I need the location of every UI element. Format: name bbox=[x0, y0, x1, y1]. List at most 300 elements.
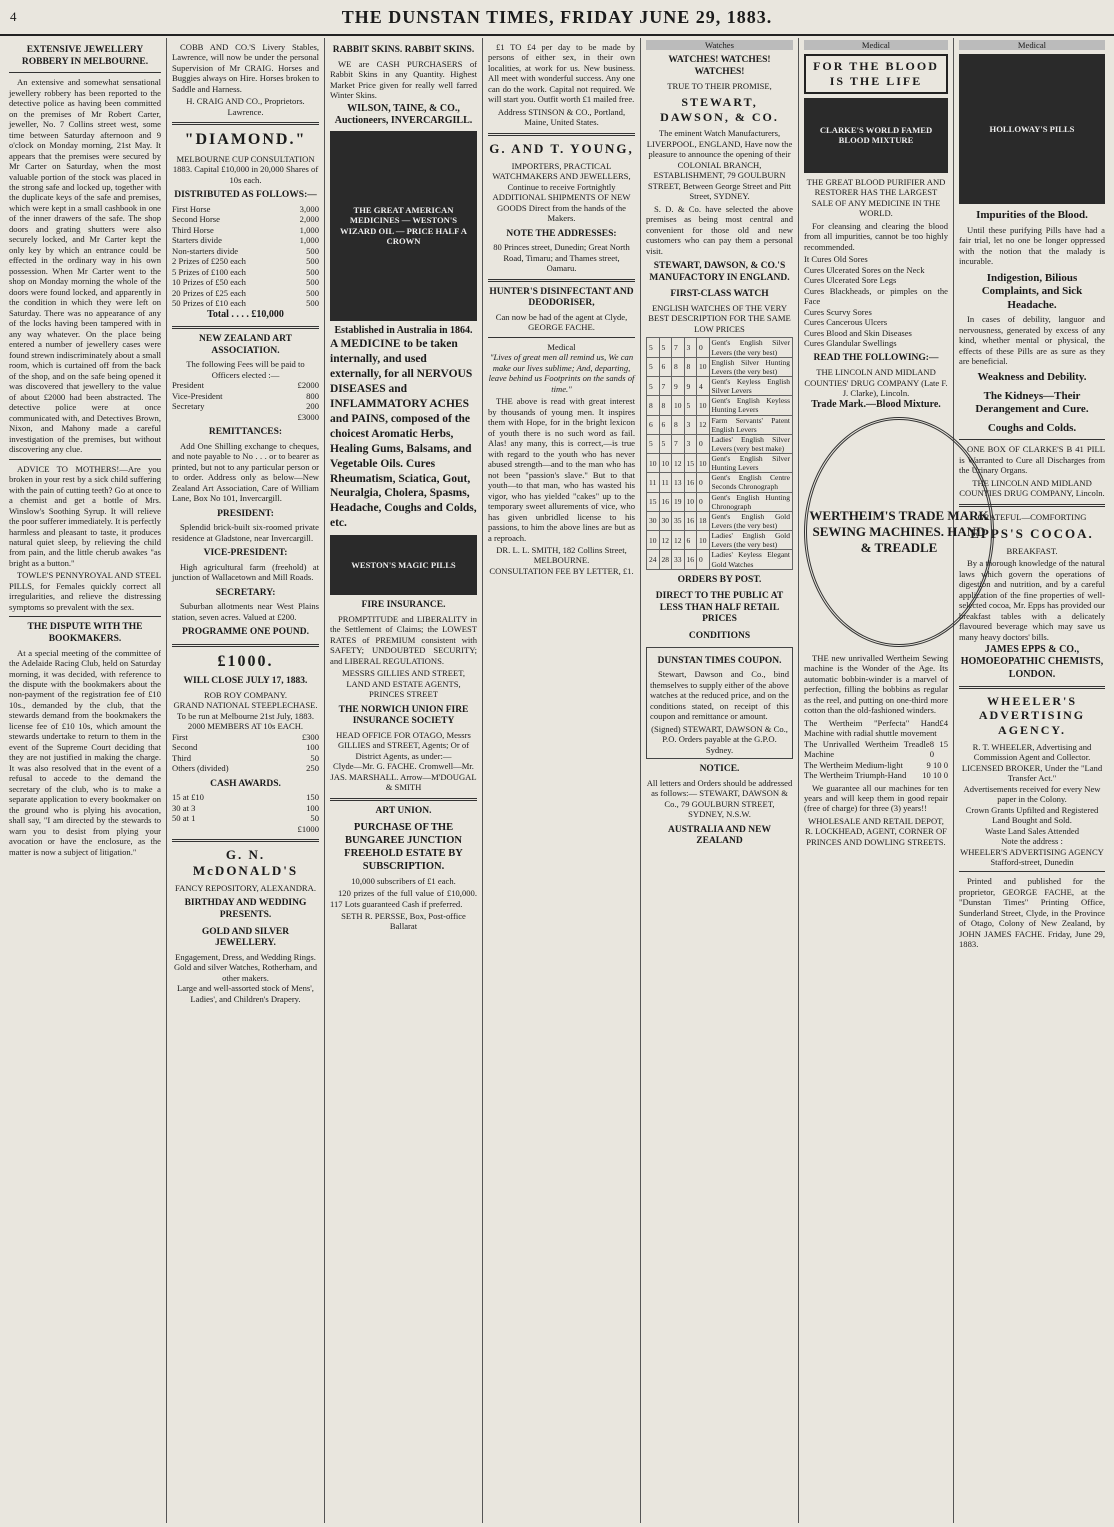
cure-item: Cures Blackheads, or pimples on the Face bbox=[804, 285, 948, 307]
weakness-heading: Weakness and Debility. bbox=[977, 371, 1087, 384]
westons-magic-pills-image: WESTON'S MAGIC PILLS bbox=[330, 535, 477, 595]
cure-item: Cures Glandular Swellings bbox=[804, 338, 897, 348]
medical-strip-2: Medical bbox=[959, 40, 1105, 50]
watch-cell: 8 bbox=[647, 396, 660, 415]
wertheim-row bbox=[804, 770, 948, 780]
watch-cell: 10 bbox=[672, 396, 685, 415]
wertheim-row-label: The Wertheim Triumph-Hand bbox=[804, 770, 907, 781]
watch-cell: 7 bbox=[659, 376, 672, 395]
headline-robbery: EXTENSIVE JEWELLERY ROBBERY IN MELBOURNE. bbox=[21, 45, 149, 67]
watch-cell: 8 bbox=[672, 415, 685, 434]
watch-cell: 10 bbox=[647, 531, 660, 550]
distribution-row-value: 500 bbox=[306, 245, 319, 256]
watch-cell: 5 bbox=[684, 396, 697, 415]
cash-row bbox=[172, 813, 319, 823]
wertheim-row bbox=[804, 760, 948, 770]
kidneys-heading: The Kidneys—Their Derangement and Cure. bbox=[975, 389, 1089, 416]
cobb-sign: H. CRAIG AND CO., Proprietors. Lawrence. bbox=[186, 96, 305, 117]
hunter-disinfectant: HUNTER'S DISINFECTANT AND DEODORISER, bbox=[489, 286, 634, 309]
watch-cell: 4 bbox=[697, 376, 710, 395]
holloway-pills-image: HOLLOWAY'S PILLS bbox=[959, 54, 1105, 204]
watch-cell: Gent's English Hunting Chronograph bbox=[709, 492, 793, 511]
advertisements: Advertisements received for every New paper in the Colony. bbox=[963, 783, 1101, 805]
birthday-presents: BIRTHDAY AND WEDDING PRESENTS. bbox=[184, 898, 307, 920]
lincoln-company: THE LINCOLN AND MIDLAND COUNTIES' DRUG COMPANY (Late F. J. Clarke), Lincoln. bbox=[804, 367, 948, 399]
note-address: Note the address : bbox=[1001, 836, 1063, 847]
watch-cell: 16 bbox=[684, 550, 697, 569]
medical-strip: Medical bbox=[804, 40, 948, 50]
watch-row bbox=[647, 531, 793, 550]
prize-row bbox=[172, 742, 319, 752]
wertheim-row-value: 10 10 0 bbox=[922, 770, 948, 781]
watch-cell: 9 bbox=[672, 376, 685, 395]
watch-cell: 12 bbox=[659, 531, 672, 550]
watch-cell: 3 bbox=[684, 434, 697, 453]
watch-cell: 24 bbox=[647, 550, 660, 569]
distribution-row-value: 1,000 bbox=[299, 224, 319, 235]
watch-cell: 33 bbox=[672, 550, 685, 569]
established: Established in Australia in 1864. bbox=[334, 324, 473, 336]
watch-cell: 5 bbox=[659, 434, 672, 453]
watch-cell: 10 bbox=[684, 492, 697, 511]
distribution-row-value: 500 bbox=[306, 298, 319, 309]
members: 2000 MEMBERS AT 10s EACH. bbox=[187, 721, 304, 732]
fee-row bbox=[172, 401, 319, 411]
dr-smith: DR. L. L. SMITH, 182 Collins Street, MELBOURNE. bbox=[496, 545, 627, 566]
watches-heading: WATCHES! WATCHES! WATCHES! bbox=[668, 55, 771, 78]
bungaree: PURCHASE OF THE BUNGAREE JUNCTION FREEHOLD ESTATE BY SUBSCRIPTION. bbox=[344, 822, 463, 872]
fee-row-label: President bbox=[172, 380, 204, 391]
medical-label: Medical bbox=[547, 341, 576, 352]
wertheim-row-label: The Wertheim Medium-light bbox=[804, 759, 903, 770]
prize-row bbox=[172, 732, 319, 742]
westons-wizard-oil-image: THE GREAT AMERICAN MEDICINES — WESTON'S WIZARD OIL — PRICE HALF A CROWN bbox=[330, 131, 477, 321]
cure-item: Cures Blood and Skin Diseases bbox=[804, 327, 912, 338]
watch-cell: 11 bbox=[647, 473, 660, 492]
watch-cell: 35 bbox=[672, 511, 685, 530]
watch-cell: 16 bbox=[659, 492, 672, 511]
watch-row bbox=[647, 550, 793, 569]
watch-cell: 5 bbox=[647, 357, 660, 376]
true-promise: TRUE TO THEIR PROMISE, bbox=[667, 80, 772, 91]
factory: STEWART, DAWSON, & CO.'S MANUFACTORY IN ENGLAND. bbox=[649, 261, 790, 283]
stinson: Address STINSON & CO., Portland, Maine, United States. bbox=[497, 106, 626, 128]
orders-by-post: ORDERS BY POST. bbox=[677, 574, 762, 585]
watch-row bbox=[647, 396, 793, 415]
watch-cell: 15 bbox=[684, 454, 697, 473]
watch-row bbox=[647, 473, 793, 492]
distribution-row-label: 2 Prizes of £250 each bbox=[172, 256, 246, 267]
land-bought: Land Bought and Sold. bbox=[992, 815, 1072, 826]
column-2 bbox=[167, 38, 325, 1523]
cash-heading: CASH AWARDS. bbox=[210, 778, 281, 789]
distribution-row bbox=[172, 267, 319, 277]
watch-cell: 10 bbox=[697, 396, 710, 415]
watch-cell: Ladies' English Silver Levers (very best make) bbox=[709, 434, 793, 453]
distribution-row-value: 500 bbox=[306, 287, 319, 298]
wertheim-row-value: £4 bbox=[939, 717, 948, 728]
ad-cobb: COBB AND CO.'S Livery Stables, Lawrence, will now be under the personal Supervision of Mr CRAIG. Horses and Buggies always on Hire. Horses broken to Saddle and Harness. bbox=[172, 42, 319, 94]
distribution-row bbox=[172, 204, 319, 214]
stewart-dawson: STEWART, DAWSON, & CO. bbox=[660, 95, 779, 124]
headline-bookmakers: THE DISPUTE WITH THE BOOKMAKERS. bbox=[27, 622, 143, 644]
coughs-heading: Coughs and Colds. bbox=[987, 421, 1077, 434]
secretary-text: Suburban allotments near West Plains station, seven acres. Valued at £200. bbox=[172, 601, 319, 622]
notice: NOTICE. bbox=[699, 764, 740, 775]
drapery: Large and well-assorted stock of Mens', Ladies', and Children's Drapery. bbox=[177, 983, 314, 1004]
ad-towle: TOWLE'S PENNYROYAL AND STEEL PILLS, for Females quickly correct all irregularities, and relieve the distressing symptoms so prevalent with the sex. bbox=[9, 570, 161, 612]
nz-art-text: The following Fees will be paid to Officers elected :— bbox=[186, 359, 305, 380]
distribution-row bbox=[172, 235, 319, 245]
cure-item: It Cures Old Sores bbox=[804, 254, 868, 265]
watch-row bbox=[647, 357, 793, 376]
watch-cell: Gent's English Keyless Hunting Levers bbox=[709, 396, 793, 415]
watch-cell: 30 bbox=[647, 511, 660, 530]
cure-item: Cures Ulcerated Sores on the Neck bbox=[804, 264, 925, 275]
wheeler-text: R. T. WHEELER, Advertising and Commission Agent and Collector. bbox=[972, 741, 1092, 763]
columns bbox=[4, 38, 1110, 1523]
best-description: ENGLISH WATCHES OF THE VERY BEST DESCRIPTION FOR THE SAME LOW PRICES bbox=[648, 302, 791, 334]
distribution-row bbox=[172, 298, 319, 308]
conditions: CONDITIONS bbox=[688, 631, 751, 642]
watch-cell: 5 bbox=[647, 338, 660, 357]
watch-cell: Gent's English Silver Levers (the very best) bbox=[709, 338, 793, 357]
head-office: HEAD OFFICE FOR OTAGO, Messrs GILLIES and STREET, Agents; Or of District Agents, as under:— bbox=[336, 729, 471, 761]
trade-mark: Trade Mark.—Blood Mixture. bbox=[811, 398, 941, 410]
distribution-row-label: 10 Prizes of £50 each bbox=[172, 277, 246, 288]
seth-persse: SETH R. PERSSE, Box, Post-office Ballarat bbox=[341, 911, 466, 932]
watch-cell: 6 bbox=[647, 415, 660, 434]
cash-list bbox=[172, 792, 319, 823]
wertheim-row-value: 9 10 0 bbox=[926, 759, 948, 770]
watch-cell: 7 bbox=[672, 434, 685, 453]
column-4 bbox=[483, 38, 641, 1523]
fee-row-label: Vice-President bbox=[172, 390, 223, 401]
distribution-row-label: 5 Prizes of £100 each bbox=[172, 266, 246, 277]
wertheim-row-value: 8 15 0 bbox=[929, 738, 948, 760]
watch-cell: 16 bbox=[684, 511, 697, 530]
coupon-box bbox=[646, 647, 793, 759]
prize-list bbox=[172, 732, 319, 774]
programme: PROGRAMME ONE POUND. bbox=[182, 627, 309, 638]
distribution-row-label: 20 Prizes of £25 each bbox=[172, 287, 246, 298]
distribution-row-value: 3,000 bbox=[299, 203, 319, 214]
cash-row bbox=[172, 792, 319, 802]
pound-ad: £1 TO £4 per day to be made by persons of either sex, in their own localities, at work for us. New business. All meet with wonderful success. Any one can do the work. Capital not required. We will start you. Outfit worth £1 mailed free. bbox=[488, 42, 635, 105]
watch-cell: 3 bbox=[684, 338, 697, 357]
president-text: Splendid brick-built six-roomed private residence at Gladstone, near Invercargill. bbox=[172, 522, 319, 543]
watch-row bbox=[647, 376, 793, 395]
watch-cell: Ladies' English Gold Levers (the very best) bbox=[709, 531, 793, 550]
fee-row bbox=[172, 391, 319, 401]
watch-cell: 6 bbox=[684, 531, 697, 550]
watch-cell: 10 bbox=[697, 357, 710, 376]
diamond-title: "DIAMOND." bbox=[184, 131, 307, 149]
watch-cell: 12 bbox=[697, 415, 710, 434]
wertheim-trademark-image: WERTHEIM'S TRADE MARK SEWING MACHINES. HAND & TREADLE bbox=[804, 417, 994, 647]
guarantee: We guarantee all our machines for ten years and will keep them in good repair (free of charge) for three (3) years!! bbox=[804, 782, 948, 814]
crown-grants: Crown Grants Upfilted and Registered bbox=[965, 804, 1099, 815]
distribution-row-label: Non-starters divide bbox=[172, 245, 239, 256]
watch-cell: 5 bbox=[659, 338, 672, 357]
medicine-ad: A MEDICINE to be taken internally, and used externally, for all NERVOUS DISEASES and INFLAMMATORY ACHES and PAINS, composed of the choicest Aromatic Herbs, Healing Gums, Balsams, and Vegetable Oils. Cures Rheumatism, Sciatica, Gout, Neuralgia, Cholera, Spasms, Headache, Coughs and Colds, etc. bbox=[330, 338, 477, 530]
cash-row-label: 50 at 1 bbox=[172, 813, 196, 824]
distribution-row bbox=[172, 288, 319, 298]
watch-cell: 8 bbox=[659, 396, 672, 415]
cure-item: Cures Scurvy Sores bbox=[804, 306, 872, 317]
watch-cell: Ladies' Keyless Elegant Gold Watches bbox=[709, 550, 793, 569]
wertheim-row-label: The Wertheim "Perfecta" Hand Machine with radial shuttle movement bbox=[804, 717, 940, 739]
prize-row-value: £300 bbox=[301, 731, 319, 742]
distribution-row-value: 2,000 bbox=[299, 214, 319, 225]
watch-cell: 18 bbox=[697, 511, 710, 530]
cash-row bbox=[172, 803, 319, 813]
gillies-street: MESSRS GILLIES AND STREET, LAND AND ESTATE AGENTS, PRINCES STREET bbox=[341, 668, 466, 700]
watch-cell: 12 bbox=[672, 454, 685, 473]
fee-row-value: £2000 bbox=[297, 380, 319, 391]
fire-text: PROMPTITUDE and LIBERALITY in the Settlement of Claims; the LOWEST RATES of PREMIUM consistent with SAFETY; UNDOUBTED SECURITY; and LIBERAL REGULATIONS. bbox=[330, 613, 477, 666]
rings: Engagement, Dress, and Wedding Rings. bbox=[175, 951, 316, 962]
watch-cell: 3 bbox=[684, 415, 697, 434]
fancy-repository: FANCY REPOSITORY, ALEXANDRA. bbox=[174, 882, 317, 893]
watch-row bbox=[647, 338, 793, 357]
article-bookmakers: At a special meeting of the committee of the Adelaide Racing Club, held on Saturday morning, it was decided, with reference to the dispute with the bookmakers about the non-payment of the registration fee of £10 10s., demanded by the club, that the stewards demand from the bookmakers the license fee of £10 10s, which amount the stewards undertake to return to them in the event of the Supreme Court deciding that they are not justified in making the charge. It was also resolved that in the event of a refusal to accede to the demand the secretary of the club, who is to make a separate application to every bookmaker on the ground who is plying his avocation, shall say, "I am directed by the stewards to warn you to desist from plying your avocation or have the enclosure, as the matter is now a subject of litigation." bbox=[9, 647, 161, 857]
fee-row bbox=[172, 380, 319, 390]
watch-cell: 0 bbox=[697, 338, 710, 357]
cup-consultation: MELBOURNE CUP CONSULTATION 1883. Capital £10,000 in 20,000 Shares of 10s each. bbox=[172, 153, 319, 185]
watch-cell: Gent's English Gold Levers (the very best) bbox=[709, 511, 793, 530]
norwich-union: THE NORWICH UNION FIRE INSURANCE SOCIETY bbox=[338, 704, 469, 727]
one-box: ONE BOX OF CLARKE'S B 41 PILL is Warranted to Cure all Discharges from the Urinary Organs. bbox=[959, 444, 1105, 476]
wertheim-row bbox=[804, 718, 948, 739]
watch-cell: 6 bbox=[659, 357, 672, 376]
watch-cell: 5 bbox=[647, 376, 660, 395]
nz-art-heading: NEW ZEALAND ART ASSOCIATION. bbox=[199, 333, 292, 356]
will-close: WILL CLOSE JULY 17, 1883. bbox=[183, 676, 308, 687]
rabbit-text: WE are CASH PURCHASERS of Rabbit Skins in any Quantity. Highest Market Price given for really well farred Winter Skins. bbox=[330, 58, 477, 101]
distribution-row-value: 500 bbox=[306, 256, 319, 267]
watches-strip: Watches bbox=[646, 40, 793, 50]
watch-row bbox=[647, 415, 793, 434]
watch-cell: 9 bbox=[684, 376, 697, 395]
poem: "Lives of great men all remind us, We can make our lives sublime; And, departing, leave behind us Footprints on the sands of time." bbox=[488, 352, 635, 394]
distribution-row-label: Third Horse bbox=[172, 224, 214, 235]
australia-nz: AUSTRALIA AND NEW ZEALAND bbox=[668, 824, 771, 847]
cures-list bbox=[804, 254, 948, 348]
watch-cell: 16 bbox=[684, 473, 697, 492]
wholesale-depot: WHOLESALE AND RETAIL DEPOT, R. LOCKHEAD, AGENT, CORNER OF PRINCES AND DOWLING STREETS. bbox=[805, 815, 947, 847]
addresses: 80 Princes street, Dunedin; Great North Road, Timaru; and Thames street, Oamaru. bbox=[493, 242, 630, 274]
stafford-street: WHEELER'S ADVERTISING AGENCY Stafford-street, Dunedin bbox=[960, 846, 1104, 867]
watch-cell: 12 bbox=[672, 531, 685, 550]
breakfast: BREAKFAST. bbox=[1006, 545, 1058, 556]
grand-national: GRAND NATIONAL STEEPLECHASE. To be run at Melbourne 21st July, 1883. bbox=[173, 700, 318, 721]
cash-row-label: 15 at £10 bbox=[172, 792, 204, 803]
column-6 bbox=[799, 38, 989, 1523]
fire-insurance: FIRE INSURANCE. bbox=[361, 600, 446, 611]
distributed-heading: DISTRIBUTED AS FOLLOWS:— bbox=[174, 190, 317, 201]
indigestion-heading: Indigestion, Bilious Complaints, and Sick Headache. bbox=[981, 271, 1083, 311]
distribution-row bbox=[172, 277, 319, 287]
epps-text: By a thorough knowledge of the natural laws which govern the operations of digestion and nutrition, and by a careful application of the fine properties of well-selected cocoa, Mr. Epps has provided our breakfast tables with a delicately flavoured beverage which may save us many heavy doctors' bills. bbox=[959, 558, 1105, 642]
wertheim-row bbox=[804, 739, 948, 760]
wertheim-text: THE new unrivalled Wertheim Sewing machine is the Wonder of the Age. Its automatic bobbin-winder is a marvel of perfection, filling the bobbins as regular as the reel, and putting on one-third more cotton than the old-fashioned winders. bbox=[804, 652, 948, 716]
fache-agent: Can now be had of the agent at Clyde, GEORGE FACHE. bbox=[495, 311, 628, 333]
wilson-taine: WILSON, TAINE, & CO., Auctioneers, INVERCARGILL. bbox=[334, 102, 473, 126]
watch-cell: 11 bbox=[659, 473, 672, 492]
fees-total: £3000 bbox=[297, 411, 319, 422]
wertheim-list bbox=[804, 718, 948, 781]
prize-row-value: 50 bbox=[310, 752, 319, 763]
watch-row bbox=[647, 492, 793, 511]
vice-heading: VICE-PRESIDENT: bbox=[203, 548, 288, 559]
distribution-row bbox=[172, 214, 319, 224]
prize-row-value: 250 bbox=[306, 763, 319, 774]
vice-text: High agricultural farm (freehold) at junction of Wallacetown and Mill Roads. bbox=[172, 561, 319, 583]
page-number: 4 bbox=[10, 9, 17, 24]
prize-row-label: Second bbox=[172, 742, 198, 753]
imprint: Printed and published for the proprietor, GEORGE FACHE, at the "Dunstan Times" Printing Office, Sunderland Street, Clyde, in the Province of Otago, Colony of New Zealand, by JOHN JAMES FACHE. Friday, June 29, 1883. bbox=[959, 876, 1105, 950]
art-union: ART UNION. bbox=[375, 805, 432, 816]
watch-cell: 8 bbox=[684, 357, 697, 376]
remittances-heading: REMITTANCES: bbox=[208, 427, 283, 438]
prize-row-label: Third bbox=[172, 752, 192, 763]
prize-row-value: 100 bbox=[306, 742, 319, 753]
coupon-signed: (Signed) STEWART, DAWSON & Co., P.O. Orders payable at the G.P.O. Sydney. bbox=[651, 723, 788, 755]
distribution-row-value: 1,000 bbox=[299, 235, 319, 246]
watch-makers: The eminent Watch Manufacturers, LIVERPOOL, ENGLAND, Have now the pleasure to announce the opening of their COLONIAL BRANCH, ESTABLISHMENT, 79 GOULBURN STREET, Between George Street and Pitt Street, SYDNEY. bbox=[646, 128, 793, 202]
watch-cell: 13 bbox=[672, 473, 685, 492]
watch-cell: 6 bbox=[659, 415, 672, 434]
impurities-text: Until these purifying Pills have had a fair trial, let no one be longer oppressed with the notion that the malady is incurable. bbox=[959, 224, 1105, 267]
cure-item: Cures Ulcerated Sore Legs bbox=[804, 275, 897, 286]
licensed-broker: LICENSED BROKER, Under the "Land Transfer Act." bbox=[961, 762, 1103, 784]
great-blood: THE GREAT BLOOD PURIFIER AND RESTORER HAS THE LARGEST SALE OF ANY MEDICINE IN THE WORLD. bbox=[806, 176, 946, 219]
prize-row bbox=[172, 763, 319, 773]
watch-row bbox=[647, 511, 793, 530]
coupon-text: Stewart, Dawson and Co., bind themselves to supply either of the above watches at the reduced price, and on the conditions stated, on receipt of this coupon and remittance or amount. bbox=[650, 669, 789, 722]
mcdonald-title: G. N. McDONALD'S bbox=[192, 847, 299, 879]
cash-row-value: 150 bbox=[306, 792, 319, 803]
prize-row-label: First bbox=[172, 731, 188, 742]
watch-cell: Gent's English Silver Hunting Levers bbox=[709, 454, 793, 473]
addresses-heading: NOTE THE ADDRESSES: bbox=[506, 228, 617, 239]
column-7 bbox=[954, 38, 1110, 1523]
fee-row-value: 200 bbox=[306, 401, 319, 412]
watch-cell: 7 bbox=[672, 338, 685, 357]
watch-cell: 10 bbox=[647, 454, 660, 473]
notice-text: All letters and Orders should be addressed as follows:— STEWART, DAWSON & Co., 79 GOULBURN STREET, SYDNEY, N.S.W. bbox=[646, 777, 793, 820]
first-class: FIRST-CLASS WATCH bbox=[670, 289, 769, 300]
watch-cell: 10 bbox=[697, 531, 710, 550]
consultation: CONSULTATION FEE BY LETTER, £1. bbox=[489, 565, 634, 576]
blood-life: FOR THE BLOOD IS THE LIFE bbox=[804, 54, 948, 93]
cash-row-label: 30 at 3 bbox=[172, 802, 196, 813]
lots: 120 prizes of the full value of £10,000. 117 Lots guaranteed Cash if preferred. bbox=[330, 888, 477, 909]
watch-cell: 15 bbox=[647, 492, 660, 511]
young-text: IMPORTERS, PRACTICAL WATCHMAKERS AND JEWELLERS, Continue to receive Fortnightly ADDITIONAL SHIPMENTS OF NEW GOODS Direct from the hands of the Makers. bbox=[492, 160, 631, 224]
drug-company: THE LINCOLN AND MIDLAND COUNTIES DRUG COMPANY, Lincoln. bbox=[959, 477, 1105, 499]
ad-advice-mothers: ADVICE TO MOTHERS!—Are you broken in your rest by a sick child suffering with the pain of cutting teeth? Go at once to a chemist and get a bottle of Mrs. Winslow's Soothing Syrup. It will relieve the poor sufferer immediately. It is perfectly harmless and pleasant to taste, it produces natural quiet sleep, by relieving the child from pain, and the little cherub awakes "as bright as a button." bbox=[9, 463, 161, 568]
distribution-row bbox=[172, 225, 319, 235]
column-5 bbox=[641, 38, 799, 1523]
district-agents: Clyde—Mr. G. FACHE. Cromwell—Mr. JAS. MARSHALL. Arrow—M'DOUGAL & SMITH bbox=[330, 761, 477, 793]
waste-land: Waste Land Sales Attended bbox=[984, 825, 1080, 836]
watch-cell: 30 bbox=[659, 511, 672, 530]
watch-cell: 0 bbox=[697, 473, 710, 492]
distribution-row-label: First Horse bbox=[172, 203, 211, 214]
distribution-row-label: 50 Prizes of £10 each bbox=[172, 298, 246, 309]
watch-cell: 0 bbox=[697, 434, 710, 453]
distribution-row bbox=[172, 246, 319, 256]
watch-cell: Gent's English Centre Seconds Chronograph bbox=[709, 473, 793, 492]
subscribers: 10,000 subscribers of £1 each. bbox=[351, 875, 456, 886]
column-1 bbox=[4, 38, 167, 1523]
wertheim-row-label: The Unrivalled Wertheim Treadle Machine bbox=[804, 738, 930, 760]
blood-text: For cleansing and clearing the blood from all impurities, cannot be too highly recommended. bbox=[804, 220, 948, 252]
fee-row-value: 800 bbox=[306, 390, 319, 401]
column-3 bbox=[325, 38, 483, 1523]
coupon-heading: DUNSTAN TIMES COUPON. bbox=[657, 655, 782, 666]
watch-cell: 28 bbox=[659, 550, 672, 569]
watch-row bbox=[647, 434, 793, 453]
distribution-total: Total . . . . £10,000 bbox=[207, 308, 284, 320]
clarke-blood-mixture-image: CLARKE'S WORLD FAMED BLOOD MIXTURE bbox=[804, 98, 948, 173]
fee-row-label: Secretary bbox=[172, 401, 205, 412]
masthead bbox=[0, 0, 1114, 36]
prize-row-label: Others (divided) bbox=[172, 763, 229, 774]
james-epps: JAMES EPPS & CO., HOMOEOPATHIC CHEMISTS, LONDON. bbox=[960, 644, 1104, 680]
thousand-pound: £1000. bbox=[217, 652, 274, 670]
read-following: READ THE FOLLOWING:— bbox=[813, 353, 939, 364]
prize-row bbox=[172, 753, 319, 763]
distribution-row-label: Starters divide bbox=[172, 235, 222, 246]
watch-text: S. D. & Co. have selected the above premises as being most central and convenient for those old and new customers who can pay them a personal visit. bbox=[646, 203, 793, 256]
rabbit-heading: RABBIT SKINS. RABBIT SKINS. bbox=[332, 45, 475, 55]
newspaper-title: THE DUNSTAN TIMES, FRIDAY JUNE 29, 1883. bbox=[341, 6, 773, 27]
rob-roy: ROB ROY COMPANY. bbox=[203, 689, 288, 700]
watch-cell: English Silver Hunting Levers (the very best) bbox=[709, 357, 793, 376]
fees-list bbox=[172, 380, 319, 411]
watch-cell: 10 bbox=[659, 454, 672, 473]
gold-jewellery: GOLD AND SILVER JEWELLERY. bbox=[201, 926, 290, 949]
watch-cell: 0 bbox=[697, 492, 710, 511]
distribution-list bbox=[172, 204, 319, 309]
epps-cocoa: EPPS'S COCOA. bbox=[970, 526, 1094, 541]
wheeler-agency: WHEELER'S ADVERTISING AGENCY. bbox=[978, 693, 1086, 738]
cash-row-value: 100 bbox=[306, 802, 319, 813]
watches: Gold and silver Watches, Rotherham, and other makers. bbox=[173, 962, 318, 983]
watch-price-table bbox=[646, 337, 793, 569]
impurities-heading: Impurities of the Blood. bbox=[976, 209, 1088, 222]
distribution-row bbox=[172, 256, 319, 266]
article-robbery: An extensive and somewhat sensational jewellery robbery has been reported to the detective police as having been committed on the premises of Mr Robert Carter, jeweller, No. 7 Collins street west, some time between Saturday afternoon and 9 o'clock on Monday morning, 21st May. It appears that the premises were secured by Mr Carter on Saturday, when the most valuable portion of the stock was placed in the strong safe and locked up, together with the duplicate keys of the safe and premises, which were kept in a small cashbook in one of the inner drawers of the safe. The shop doors and grating shutters were also securely locked, and Mr Carter kept the only key by which an entrance could be effected in the ordinary way in his own possession. When Mr Carter went to the shop on Monday morning the whole of the doors were found locked, and apparently in the condition in which they were left on Saturday. There was no appearance of any of the locks having been tampered with in any way whatever. On the place being entered a number of jewellery cases were found strewn indiscriminately about a small room, which is curtained off from the back of the shop, and on the safe being opened it was discovered that jewellery to the value of about £2000 had been abstracted. The detective police were at once communicated with, and Detectives Brown, Nixon, and Mahony made a careful investigation of the premises, but without discovering any clue. bbox=[9, 77, 161, 455]
indigestion-text: In cases of debility, languor and nervousness, generated by excess of any kind, whether mental or physical, the effects of these Pills are as sure as they are beneficial. bbox=[959, 314, 1105, 366]
secretary-heading: SECRETARY: bbox=[215, 587, 276, 598]
distribution-row-value: 500 bbox=[306, 266, 319, 277]
watch-cell: 10 bbox=[697, 454, 710, 473]
cash-row-value: 50 bbox=[310, 813, 319, 824]
cure-item: Cures Cancerous Ulcers bbox=[804, 317, 888, 328]
watch-cell: 0 bbox=[697, 550, 710, 569]
watch-row bbox=[647, 454, 793, 473]
watch-cell: 5 bbox=[647, 434, 660, 453]
watch-cell: 8 bbox=[672, 357, 685, 376]
distribution-row-label: Second Horse bbox=[172, 214, 220, 225]
grateful-comforting: GRATEFUL—COMFORTING bbox=[977, 511, 1087, 522]
watch-cell: Gent's Keyless English Silver Levers bbox=[709, 376, 793, 395]
medical-text: THE above is read with great interest by thousands of young men. It inspires them with Hope, for in the bright lexicon of youth there is no such word as fail. Alas! any many, this is correct,—is true with regard to the youth who has never abused strength—and to the man who has not been "passion's slave." But to that youth—to that man, who has wasted his vigor, who has yielded "cakes" up to the temporary sweet allurements of vice, who has given unbridled license to his passions, to him the above lines are but as a reproach. bbox=[488, 396, 635, 543]
